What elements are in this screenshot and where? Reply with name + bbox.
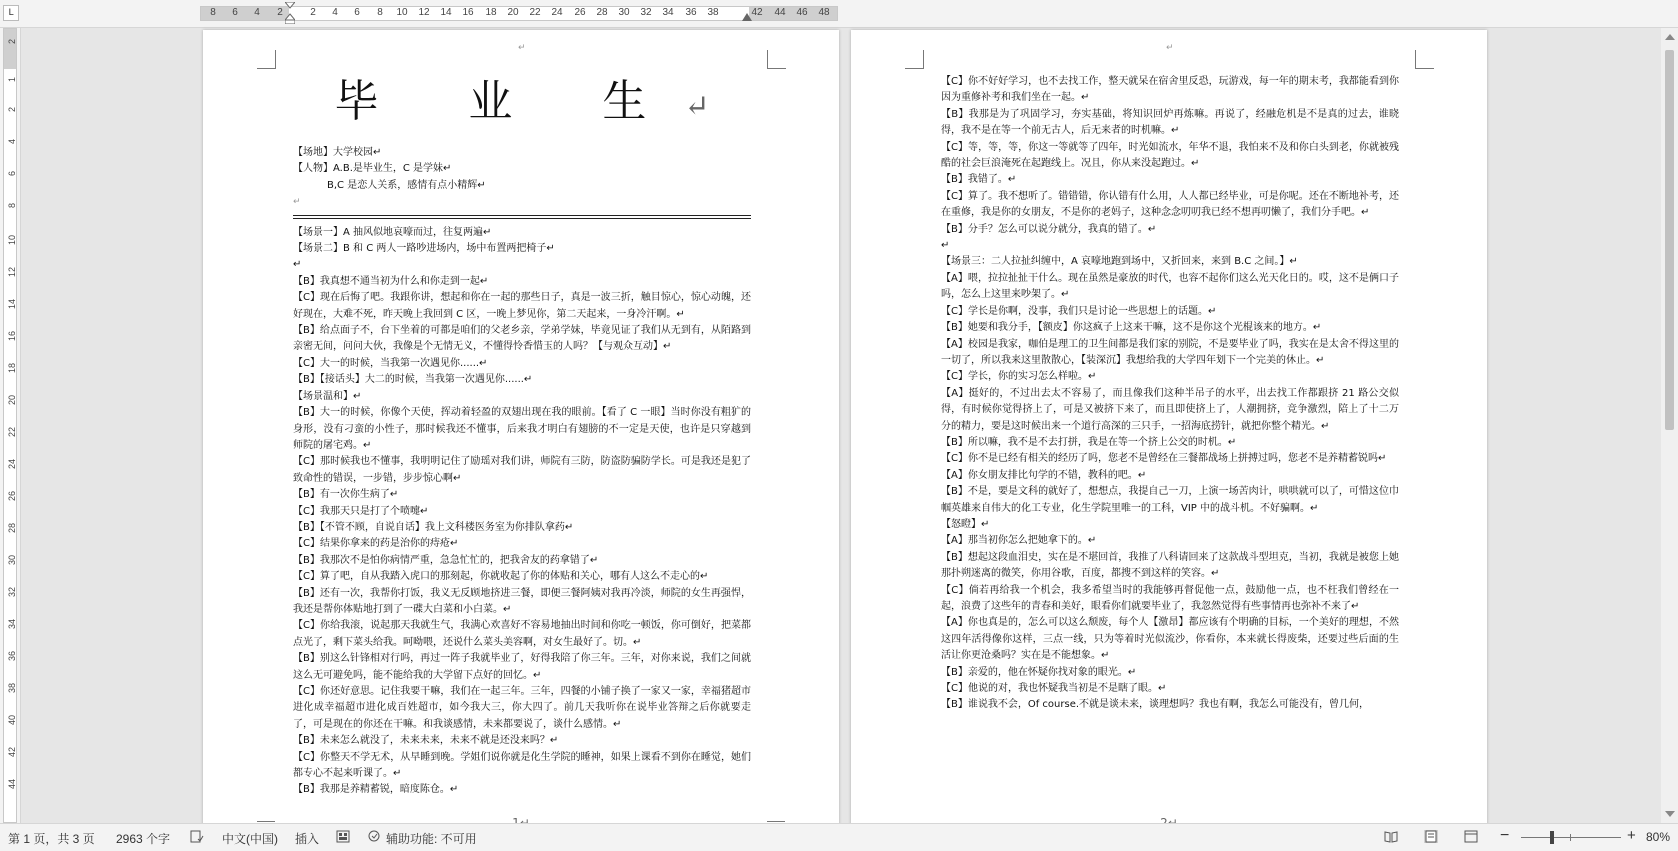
status-bar — [0, 823, 1678, 851]
ruler-tick-label: 18 — [7, 363, 17, 374]
dialogue-paragraph: 【怒瞪】↵ — [941, 518, 990, 530]
crop-mark — [767, 50, 786, 69]
crop-mark — [905, 50, 924, 69]
dialogue-paragraph: 【C】学长，你的实习怎么样啦。↵ — [941, 371, 1097, 383]
scroll-thumb[interactable] — [1665, 50, 1674, 430]
read-mode-icon[interactable] — [1384, 830, 1398, 843]
zoom-out-button[interactable]: − — [1500, 827, 1510, 844]
dialogue-paragraph: 【B】未来怎么就没了，未来未来，未来不就是还没来吗？↵ — [293, 735, 559, 747]
ruler-tick-label: 44 — [7, 779, 17, 790]
dialogue-paragraph: 【C】算了吧，自从我踏入虎口的那刻起，你就收起了你的体贴和关心，哪有人这么不走心的↵ — [293, 571, 709, 583]
zoom-slider-center — [1570, 834, 1571, 841]
ruler-tick-label: 8 — [377, 7, 383, 18]
ruler-tick-label: 6 — [232, 7, 238, 18]
vertical-scrollbar[interactable] — [1661, 28, 1678, 823]
ruler-tick-label: 12 — [418, 7, 430, 18]
dialogue-paragraph: 【C】我那天只是打了个喷嚏↵ — [293, 505, 429, 517]
dialogue-paragraph: 【B】所以嘛，我不是不去打拼，我是在等一个挤上公交的时机。↵ — [941, 436, 1237, 448]
zoom-in-button[interactable]: + — [1627, 827, 1636, 844]
indent-marker-icon[interactable] — [285, 2, 295, 24]
crop-mark — [257, 50, 276, 69]
right-indent-marker-icon[interactable] — [742, 13, 752, 21]
dialogue-paragraph: 【A】喂，拉拉扯扯干什么。现在虽然是豪放的时代，也容不起你们这么光天化日的。哎，这不是俩口子吗，怎么上这里来吵架了。↵ — [941, 272, 1399, 301]
ruler-tick-label: 2 — [7, 107, 17, 113]
ruler-tick-label: 38 — [707, 7, 719, 18]
dialogue-paragraph: 【B】大一的时候，你像个天使，挥动着轻盈的双翅出现在我的眼前。【看了 C 一眼】当时你没有粗犷的身形，没有刁蛮的小性子，那时候我还不懂事，后来我才明白有翅膀的不一定是天使，也许是只穿越到师院的屠宅鸡。↵ — [293, 407, 751, 451]
ruler-tick-label: 14 — [440, 7, 452, 18]
macro-record-icon[interactable] — [336, 830, 350, 843]
vertical-ruler-strip — [3, 28, 17, 823]
document-page-2[interactable] — [851, 30, 1487, 830]
scroll-down-icon[interactable] — [1665, 811, 1675, 817]
insert-mode-button[interactable]: 插入 — [295, 832, 320, 846]
header-line: 【场地】大学校园↵ — [293, 147, 382, 158]
ruler-tick-label: 30 — [7, 555, 17, 566]
ruler-tick-label: 26 — [7, 491, 17, 502]
dialogue-paragraph: 【C】大一的时候，当我第一次遇见你......↵ — [293, 357, 488, 369]
dialogue-paragraph: 【C】你不是已经有相关的经历了吗，您老不是曾经在三餐都战场上拼搏过吗，您老不是养精蓄锐吗↵ — [941, 453, 1387, 465]
header-line: B,C 是恋人关系，感情有点小精辉↵ — [327, 179, 486, 191]
ruler-tick-label: 24 — [551, 7, 563, 18]
dialogue-paragraph: 【C】学长是你啊，没事，我们只是讨论一些思想上的话题。↵ — [941, 305, 1217, 317]
ruler-tick-label: 46 — [796, 7, 808, 18]
ruler-tick-label: 16 — [462, 7, 474, 18]
ruler-tick-label: 36 — [7, 651, 17, 662]
ruler-tick-label: 32 — [640, 7, 652, 18]
ruler-tick-label: 2 — [277, 7, 283, 18]
ruler-tick-label: 2 — [310, 7, 316, 18]
dialogue-paragraph: ↵ — [941, 240, 950, 252]
dialogue-paragraph: 【A】那当初你怎么把她拿下的。↵ — [941, 535, 1097, 547]
dialogue-paragraph: 【C】倘若再给我一个机会，我多希望当时的我能够再督促他一点，鼓励他一点，也不枉我们曾经在一起，浪费了这些年的青春和美好，眼看你们就要毕业了，我忽然觉得有些事情再也弥补不来了↵ — [941, 584, 1399, 612]
accessibility-status[interactable]: 辅助功能: 不可用 — [386, 832, 477, 846]
dialogue-paragraph: 【C】你不好好学习，也不去找工作，整天就呆在宿舍里反恐，玩游戏，每一年的期末考，我都能看到你因为重修补考和我们坐在一起。↵ — [941, 76, 1399, 104]
dialogue-paragraph: 【C】结果你拿来的药是治你的痔疮↵ — [293, 538, 459, 550]
ruler-tick-label: 24 — [7, 459, 17, 470]
document-page-1[interactable] — [203, 30, 839, 830]
dialogue-paragraph: 【A】校园是我家，咖伯是理工的卫生间都是我们家的别院，不是要毕业了吗，我实在是太舍不得这里的一切了，所以我来这里散散心，【装深沉】我想给我的大学四年划下一个完美的休止。↵ — [941, 338, 1399, 366]
header-line: 【人物】A.B.是毕业生，C 是学妹↵ — [293, 163, 452, 175]
ruler-tick-label: 36 — [685, 7, 697, 18]
dialogue-paragraph: 【B】给点面子不，台下坐着的可都是咱们的父老乡亲，学弟学妹，毕竟见证了我们从无到有，从陌路到亲密无间，问问大伙，我像是个无情无义，不懂得怜香惜玉的人吗？【与观众互动】↵ — [293, 325, 751, 353]
ruler-tick-label: 22 — [7, 427, 17, 438]
print-layout-icon[interactable] — [1424, 830, 1438, 843]
scene-line: 【场景一】A 抽风似地哀嚎而过，往复两遍↵ — [293, 226, 492, 238]
blank-line: ↵ — [293, 197, 301, 208]
dialogue-paragraph: 【场景三：二人拉扯纠缠中，A 哀嚎地跑到场中，又折回来，来到 B.C 之间。】↵ — [941, 256, 1298, 268]
ruler-tick-label: 2 — [7, 39, 17, 45]
dialogue-paragraph: ↵ — [293, 259, 302, 271]
ruler-tick-label: 20 — [507, 7, 519, 18]
zoom-slider-thumb[interactable] — [1550, 831, 1554, 844]
dialogue-paragraph: 【B】她要和我分手，【额皮】你这疯子上这来干嘛，这不是你这个光棍该来的地方。↵ — [941, 322, 1322, 334]
ruler-tick-label: 34 — [7, 619, 17, 630]
dialogue-paragraph: 【B】分手？怎么可以说分就分，我真的错了。↵ — [941, 223, 1157, 235]
ruler-tick-label: 28 — [7, 523, 17, 534]
ruler-tick-label: 26 — [574, 7, 586, 18]
ruler-tick-label: 22 — [529, 7, 541, 18]
word-count-button[interactable]: 2963 个字 — [116, 832, 171, 846]
ruler-tick-label: 8 — [7, 203, 17, 209]
dialogue-paragraph: 【C】你给我滚，说起那天我就生气，我满心欢喜好不容易地抽出时间和你吃一顿饭，你可倒好，把菜都点光了，剩下菜头给我。呵呦喂，还说什么菜头美容啊，对女生最好了。切。↵ — [293, 620, 751, 648]
dialogue-paragraph: 【B】我错了。↵ — [941, 174, 1017, 186]
dialogue-paragraph: 【B】我那次不是怕你病情严重，急急忙忙的，把我舍友的药拿错了↵ — [293, 554, 599, 566]
double-rule — [293, 215, 751, 219]
dialogue-paragraph: 【B】不是，要是文科的就好了，想想点，我提自己一刀，上演一场苦肉计，哄哄就可以了，可惜这位巾帼英雄来自伟大的化工专业，化生学院里唯一的工科，VIP 中的战斗机。不好骗啊。↵ — [941, 486, 1399, 514]
proofing-icon[interactable] — [190, 830, 204, 843]
ruler-tick-label: 28 — [596, 7, 608, 18]
dialogue-paragraph: 【C】等，等，等，你这一等就等了四年，时光如流水，年华不退，我怕来不及和你白头到老，你就被残酷的社会巨浪淹死在起跑线上。况且，你从来没起跑过。↵ — [941, 141, 1399, 170]
dialogue-paragraph: 【C】你整天不学无术，从早睡到晚。学姐们说你就是化生学院的睡神，如果上课看不到你在睡觉，她们都专心不起来听课了。↵ — [293, 751, 751, 780]
dialogue-paragraph: 【B】亲爱的，他在怀疑你找对象的眼光。↵ — [941, 666, 1137, 678]
paragraph-mark: ↵ — [518, 43, 526, 53]
zoom-level[interactable]: 80% — [1646, 830, 1671, 844]
page-2-content[interactable] — [941, 74, 1399, 714]
web-layout-icon[interactable] — [1464, 830, 1478, 843]
dialogue-paragraph: 【B】我那是养精蓄锐，暗度陈仓。↵ — [293, 784, 459, 796]
ruler-tick-label: 4 — [254, 7, 260, 18]
dialogue-paragraph: 【C】那时候我也不懂事，我明明记住了励瑶对我们讲，师院有三防，防盗防骗防学长。可是我还是犯了致命性的错误，一步错，步步惊心啊↵ — [293, 456, 751, 484]
ruler-tick-label: 30 — [618, 7, 630, 18]
ruler-tick-label: 42 — [751, 7, 763, 18]
ruler-tick-label: 10 — [7, 235, 17, 246]
zoom-slider[interactable] — [1521, 837, 1621, 838]
dialogue-paragraph: 【B】想起这段血泪史，实在是不堪回首，我推了八科请回来了这款战斗型坦克，当初，我就是被您上她那扑朔迷离的微笑，你用谷歌，百度，都搜不到这样的笑容。↵ — [941, 551, 1399, 580]
top-margin-area[interactable] — [4, 29, 16, 69]
dialogue-paragraph: 【B】【接话头】大二的时候，当我第一次遇见你......↵ — [293, 374, 533, 386]
ruler-tick-label: 44 — [774, 7, 786, 18]
ruler-tick-label: 34 — [662, 7, 674, 18]
ruler-tick-label: 42 — [7, 747, 17, 758]
dialogue-paragraph: 【B】有一次你生病了↵ — [293, 489, 399, 501]
ruler-tick-label: 20 — [7, 395, 17, 406]
dialogue-paragraph: 【C】算了。我不想听了。错错错，你认错有什么用，人人都已经毕业，可是你呢。还在不断地补考，还在重修，我是你的女朋友，不是你的老妈子，这种念念叨叨我已经不想再叨懒了，我们分手吧。↵ — [941, 190, 1399, 219]
ruler-tick-label: 1 — [7, 77, 17, 83]
ruler-tick-label: 6 — [354, 7, 360, 18]
language-button[interactable]: 中文(中国) — [222, 832, 278, 846]
ruler-tick-label: 4 — [332, 7, 338, 18]
page-count-button[interactable]: 第 1 页，共 3 页 — [8, 832, 95, 846]
dialogue-paragraph: 【B】我那是为了巩固学习，夯实基础，将知识回炉再炼嘛。再说了，经融危机是不是真的过去，谁晓得，我不是在等一个前无古人，后无来者的时机嘛。↵ — [941, 108, 1399, 137]
page-1-content[interactable] — [293, 74, 751, 799]
ruler-tick-label: 12 — [7, 267, 17, 278]
document-title: 毕 业 生↵ — [334, 76, 710, 127]
scene-line: 【场景二】B 和 C 两人一路吵进场内，场中布置两把椅子↵ — [293, 243, 555, 255]
dialogue-paragraph: 【B】谁说我不会，Of course.不就是谈未来，谈理想吗？我也有啊，我怎么可能没有，曾几何， — [941, 699, 1370, 711]
dialogue-paragraph: 【C】现在后悔了吧。我跟你讲，想起和你在一起的那些日子，真是一波三折，触目惊心，惊心动魄，还好现在，大难不死，昨天晚上我回到 C 区，一晚上梦见你，第二天起来，一身冷汗啊。↵ — [293, 292, 751, 320]
dialogue-paragraph: 【C】你还好意思。记住我要干嘛，我们在一起三年。三年，四餐的小铺子换了一家又一家，幸福猪超市进化成幸福超市进化成百姓超市，如今我大三，你大四了。前几天我听你在说毕业答辩之后你就要走了，可是现在的你还在干嘛。和我谈感情，未来都要说了，谈什么感情。↵ — [293, 686, 751, 730]
ruler-tick-label: 18 — [485, 7, 497, 18]
accessibility-icon[interactable] — [368, 830, 382, 843]
ruler-tick-label: 10 — [396, 7, 408, 18]
tab-selector-button[interactable]: L — [3, 5, 19, 21]
horizontal-ruler[interactable] — [0, 0, 1678, 28]
ruler-tick-label: 32 — [7, 587, 17, 598]
crop-mark — [1415, 50, 1434, 69]
ruler-tick-label: 8 — [210, 7, 216, 18]
dialogue-paragraph: 【A】你女朋友排比句学的不错，教科的吧。↵ — [941, 469, 1147, 481]
vertical-ruler[interactable] — [0, 28, 21, 823]
ruler-tick-label: 38 — [7, 683, 17, 694]
ruler-tick-label: 6 — [7, 171, 17, 177]
scroll-up-icon[interactable] — [1665, 34, 1675, 40]
ruler-tick-label: 16 — [7, 331, 17, 342]
dialogue-paragraph: 【B】别这么针锋相对行吗，再过一阵子我就毕业了，好得我陪了你三年。三年，对你来说，我们之间就这么无可避免吗，能不能给我的大学留下点好的回忆。↵ — [293, 653, 751, 681]
dialogue-paragraph: 【B】还有一次，我帮你打饭，我义无反顾地挤进三餐，即便三餐阿姨对我再冷淡，师院的女生再强悍，我还是帮你体贴地打到了一碟大白菜和小白菜。↵ — [293, 587, 751, 615]
dialogue-paragraph: 【A】你也真是的，怎么可以这么颓废，每个人【激昂】都应该有个明确的目标，一个美好的理想，不然这四年活得像你这样，三点一线，只为等着时光似流沙，你看你，本来就长得废柴，还要过些后面的生活让你更沧桑吗？实在是不能想象。↵ — [941, 617, 1399, 662]
ruler-tick-label: 14 — [7, 299, 17, 310]
ruler-tick-label: 4 — [7, 139, 17, 145]
ruler-tick-label: 40 — [7, 715, 17, 726]
ruler-tick-label: 48 — [818, 7, 830, 18]
dialogue-paragraph: 【场景温和】↵ — [293, 390, 362, 402]
dialogue-paragraph: 【B】【不管不顾，自说自话】我上文科楼医务室为你排队拿药↵ — [293, 521, 574, 533]
dialogue-paragraph: 【C】他说的对，我也怀疑我当初是不是瞎了眼。↵ — [941, 683, 1167, 695]
dialogue-paragraph: 【A】挺好的，不过出去太不容易了，而且像我们这种半吊子的水平，出去找工作都跟挤 21 路公交似得，有时候你觉得挤上了，可是又被挤下来了，而且即使挤上了，人潮拥挤，竞争激烈，陪上了十二万分的精力，要是这时候出来一个道行高深的三只手，一招海底捞针，就把你整个精光。↵ — [941, 387, 1399, 432]
paragraph-mark: ↵ — [1166, 43, 1174, 53]
dialogue-paragraph: 【B】我真想不通当初为什么和你走到一起↵ — [293, 275, 489, 287]
